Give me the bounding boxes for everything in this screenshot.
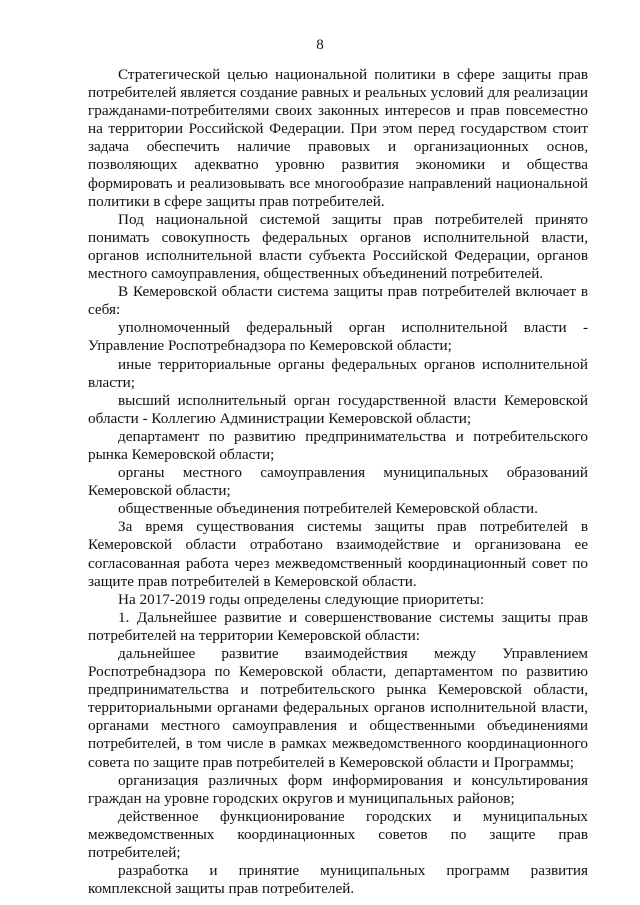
- list-item-rospotrebnadzor: уполномоченный федеральный орган исполнительной власти - Управление Роспотребнадзора по Кемеровской области;: [88, 319, 588, 355]
- list-item-municipal-councils: действенное функционирование городских и муниципальных межведомственных координационных советов по защите прав потребителей;: [88, 807, 588, 862]
- list-item-territorial-bodies: иные территориальные органы федеральных органов исполнительной власти;: [88, 355, 588, 391]
- paragraph-national-system: Под национальной системой защиты прав потребителей принято понимать совокупность федеральных органов исполнительной власти, органов исполнительной власти субъекта Российской Федерации, органов местного самоуправления, общественных объединений потребителей.: [88, 210, 588, 283]
- document-body: [88, 66, 588, 898]
- list-item-department: департамент по развитию предпринимательства и потребительского рынка Кемеровской области;: [88, 427, 588, 463]
- paragraph-priorities-heading: На 2017-2019 годы определены следующие приоритеты:: [118, 590, 485, 608]
- list-item-informing: организация различных форм информирования и консультирования граждан на уровне городских округов и муниципальных районов;: [88, 771, 588, 807]
- list-item-municipal-programs: разработка и принятие муниципальных программ развития комплексной защиты прав потребителей.: [88, 862, 588, 898]
- paragraph-strategic-goal: Стратегической целью национальной политики в сфере защиты прав потребителей является создание равных и реальных условий для реализации гражданами-потребителями своих законных интересов и прав повсеместно на территории Российской Федерации. При этом перед государством стоит задача обеспечить наличие правовых и организационных основ, позволяющих адекватно уровню развития экономики и общества формировать и реализовывать все многообразие направлений национальной политики в сфере защиты прав потребителей.: [88, 66, 588, 210]
- priority-item-1: 1. Дальнейшее развитие и совершенствование системы защиты прав потребителей на территории Кемеровской области:: [88, 608, 588, 644]
- paragraph-coordination-council: За время существования системы защиты прав потребителей в Кемеровской области отработано взаимодействие и организована ее согласованная работа через межведомственный координационный совет по защите прав потребителей в Кемеровской области.: [88, 518, 588, 590]
- list-item-public-associations: общественные объединения потребителей Кемеровской области.: [118, 500, 538, 518]
- paragraph-kemerovo-system: В Кемеровской области система защиты прав потребителей включает в себя:: [88, 283, 588, 319]
- list-item-local-government: органы местного самоуправления муниципальных образований Кемеровской области;: [88, 464, 588, 500]
- list-item-collegium: высший исполнительный орган государственной власти Кемеровской области - Коллегию Администрации Кемеровской области;: [88, 391, 588, 427]
- list-item-interaction-development: дальнейшее развитие взаимодействия между Управлением Роспотребнадзора по Кемеровской области, департаментом по развитию предпринимательства и потребительского рынка Кемеровской области, территориальными органами федеральных органов исполнительной власти, органами местного самоуправления и общественными объединениями потребителей, в том числе в рамках межведомственного координационного совета по защите прав потребителей в Кемеровской области и Программы;: [88, 645, 588, 771]
- page-number: 8: [316, 37, 324, 53]
